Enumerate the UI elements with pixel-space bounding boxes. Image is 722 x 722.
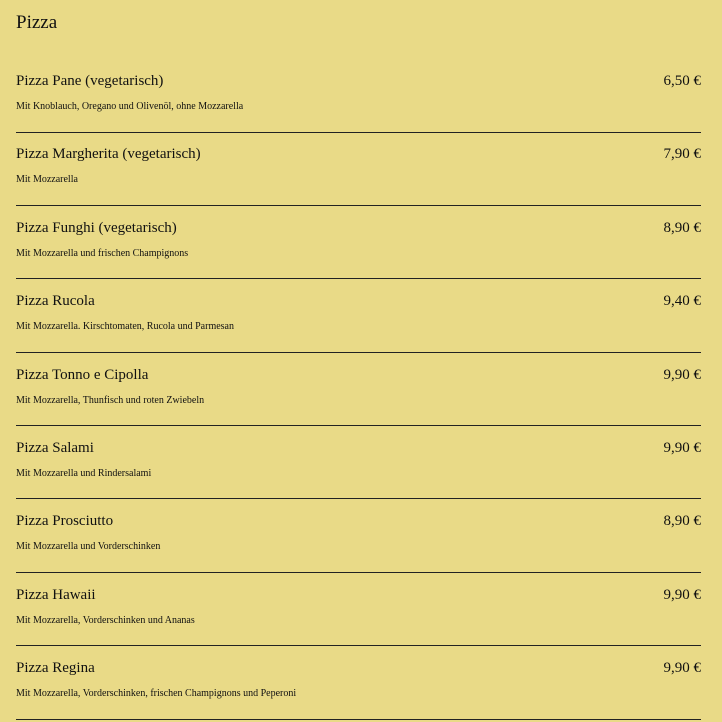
- item-description: Mit Mozzarella, Thunfisch und roten Zwiebeln: [16, 394, 205, 406]
- item-price: 9,90 €: [663, 439, 701, 456]
- menu-item[interactable]: [16, 427, 701, 500]
- menu-item[interactable]: [16, 574, 701, 647]
- menu-item[interactable]: [16, 133, 701, 206]
- menu-list: [16, 60, 701, 720]
- item-description: Mit Mozzarella, Vorderschinken und Ananas: [16, 614, 195, 626]
- item-description: Mit Mozzarella und Vorderschinken: [16, 541, 161, 553]
- menu-item[interactable]: [16, 500, 701, 573]
- item-name: Pizza Regina: [16, 660, 95, 677]
- item-description: Mit Mozzarella: [16, 174, 78, 186]
- menu-item[interactable]: [16, 647, 701, 720]
- menu-item[interactable]: [16, 280, 701, 353]
- item-description: Mit Mozzarella. Kirschtomaten, Rucola und Parmesan: [16, 321, 234, 333]
- item-price: 7,90 €: [663, 146, 701, 163]
- item-name: Pizza Hawaii: [16, 586, 96, 603]
- item-name: Pizza Salami: [16, 439, 94, 456]
- item-description: Mit Knoblauch, Oregano und Olivenöl, ohne Mozzarella: [16, 101, 244, 112]
- item-price: 8,90 €: [663, 219, 701, 236]
- item-price: 9,90 €: [663, 586, 701, 603]
- item-name: Pizza Margherita (vegetarisch): [16, 146, 201, 163]
- section-title: Pizza: [16, 12, 58, 33]
- item-description: Mit Mozzarella und frischen Champignons: [16, 247, 189, 259]
- menu-item[interactable]: [16, 60, 701, 133]
- menu-item[interactable]: [16, 354, 701, 427]
- item-price: 9,40 €: [663, 293, 701, 310]
- item-price: 6,50 €: [663, 73, 701, 89]
- item-name: Pizza Funghi (vegetarisch): [16, 219, 177, 236]
- item-name: Pizza Tonno e Cipolla: [16, 366, 149, 383]
- item-name: Pizza Prosciutto: [16, 513, 114, 530]
- item-price: 9,90 €: [663, 660, 701, 677]
- item-price: 8,90 €: [663, 513, 701, 530]
- menu-item[interactable]: [16, 207, 701, 280]
- item-name: Pizza Pane (vegetarisch): [16, 73, 164, 89]
- item-description: Mit Mozzarella und Rindersalami: [16, 467, 152, 479]
- item-price: 9,90 €: [663, 366, 701, 383]
- item-name: Pizza Rucola: [16, 293, 95, 310]
- item-description: Mit Mozzarella, Vorderschinken, frischen Champignons und Peperoni: [16, 688, 297, 700]
